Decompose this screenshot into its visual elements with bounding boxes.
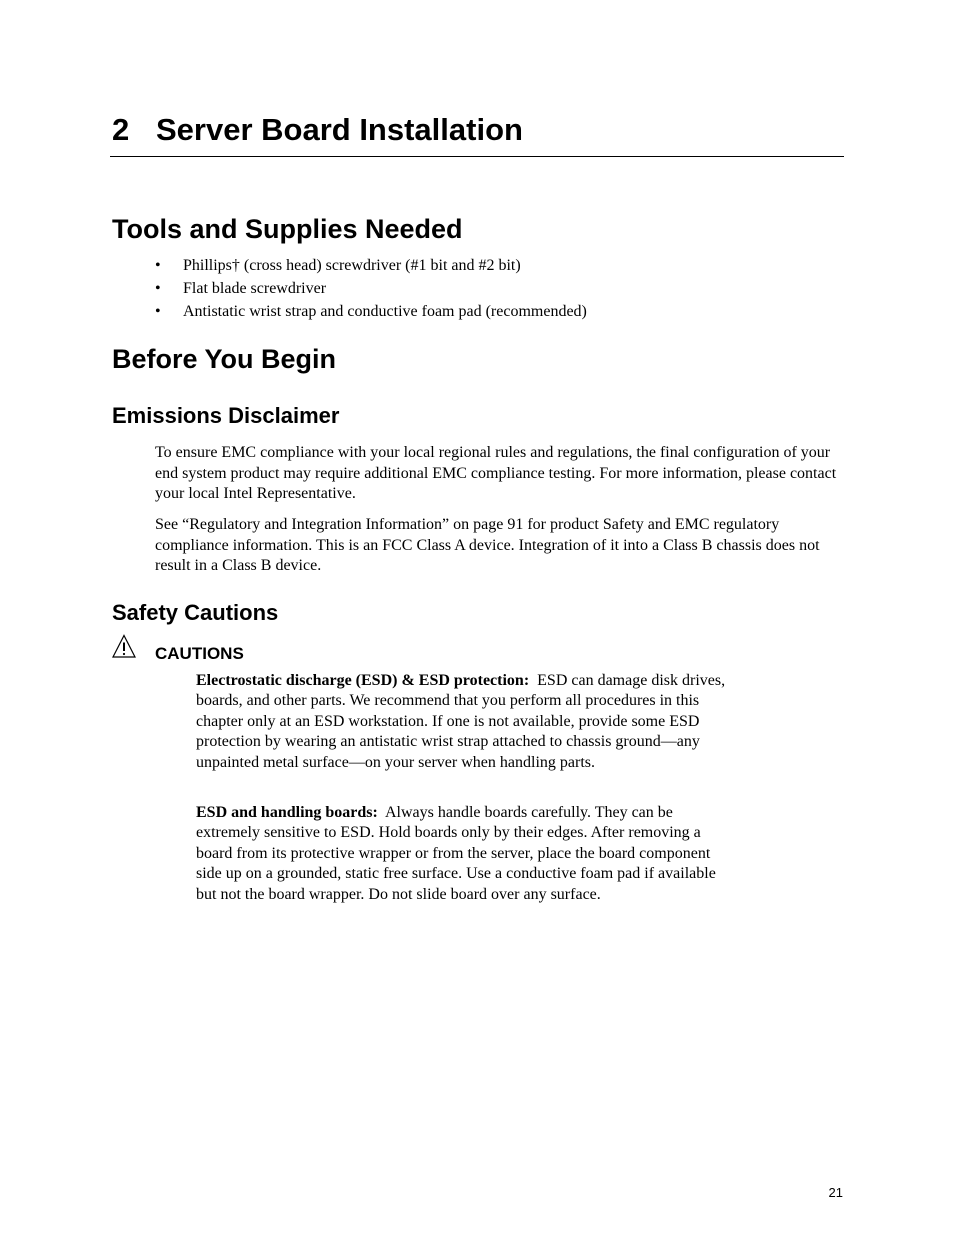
caution-handling-boards [196, 803, 726, 905]
caution-esd-protection [196, 671, 726, 773]
caution-esd-protection-title: Electrostatic discharge (ESD) & ESD protection: [196, 672, 530, 689]
bullet-icon: • [155, 303, 161, 320]
tools-list [155, 254, 587, 323]
caution-esd-protection-text: ESD can damage disk drives, boards, and other parts. We recommend that you perform all procedures in this chapter only at an ESD workstation. If one is not available, provide some ESD protection by wearing an antistatic wrist strap attached to chassis ground—any unpainted metal surface—on your server when handling parts. [196, 672, 726, 771]
list-item [155, 254, 587, 277]
list-item [155, 300, 587, 323]
warning-triangle-icon [112, 634, 136, 658]
emissions-paragraph-1: To ensure EMC compliance with your local regional rules and regulations, the final configuration of your end system product may require additional EMC compliance testing. For more information, please contact your local Intel Representative. [155, 444, 837, 502]
chapter-number: 2 [112, 112, 130, 147]
bullet-icon: • [155, 257, 161, 274]
before-heading: Before You Begin [112, 344, 337, 374]
caution-handling-boards-text: Always handle boards carefully. They can be extremely sensitive to ESD. Hold boards only by their edges. After removing a board from its protective wrapper or from the server, place the board component side up on a grounded, static free surface. Use a conductive foam pad if available but not the board wrapper. Do not slide board over any surface. [196, 804, 716, 903]
page-number: 21 [828, 1185, 843, 1200]
cautions-label: CAUTIONS [155, 644, 244, 663]
list-item-text: Antistatic wrist strap and conductive foam pad (recommended) [183, 303, 587, 320]
caution-handling-boards-title: ESD and handling boards: [196, 804, 378, 821]
chapter-title-rule [110, 156, 844, 157]
safety-heading: Safety Cautions [112, 600, 279, 625]
emissions-heading: Emissions Disclaimer [112, 403, 340, 428]
list-item [155, 277, 587, 300]
list-item-text: Flat blade screwdriver [183, 280, 327, 297]
tools-heading: Tools and Supplies Needed [112, 214, 463, 244]
chapter-title [112, 110, 523, 150]
emissions-paragraph-2: See “Regulatory and Integration Information” on page 91 for product Safety and EMC regulatory compliance information. This is an FCC Class A device. Integration of it into a Class B chassis does not result in a Class B device. [155, 516, 820, 574]
chapter-title-text: Server Board Installation [156, 112, 523, 147]
bullet-icon: • [155, 280, 161, 297]
list-item-text: Phillips† (cross head) screwdriver (#1 bit and #2 bit) [183, 257, 521, 274]
